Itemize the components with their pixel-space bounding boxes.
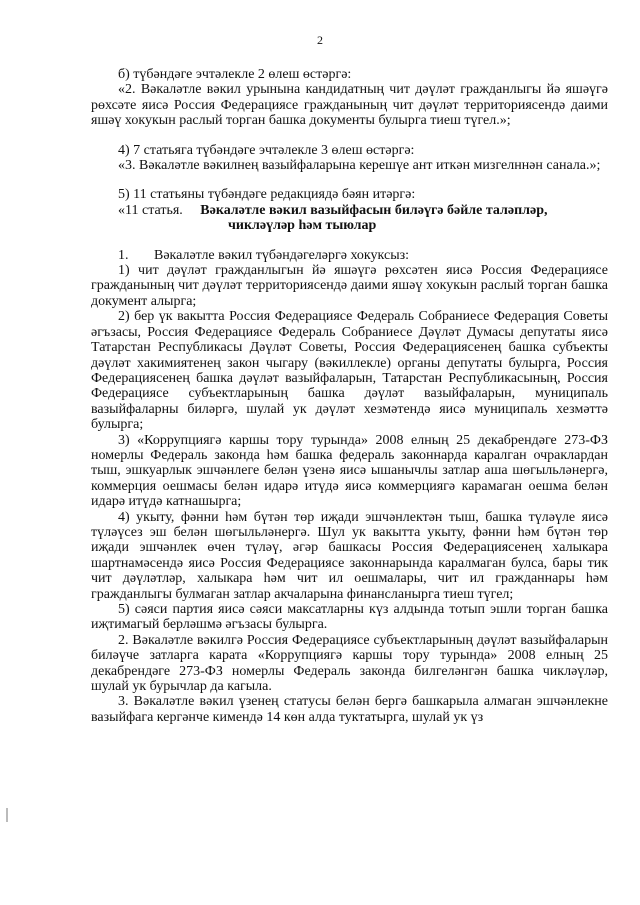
article-number: «11 статья.	[118, 202, 183, 218]
article-title-line1: Вәкаләтле вәкил вазыйфасын биләүгә бәйле таләпләр,	[200, 202, 548, 218]
scan-margin-mark	[6, 808, 8, 822]
paragraph-b2: «2. Вәкаләтле вәкил урынына кандидатның чит дәүләт гражданлыгы йә яшәүгә рөхсәте яисә Россия Федерациясе гражданының чит дәүләт территориясендә даими яшәү хокукын раслый торган башка документы булырга тиеш түгел.»;	[91, 82, 608, 129]
paragraph-p8: 3. Вәкаләтле вәкил үзенең статусы белән бергә башкарыла алмаган эшчәнлекне вазыйфага кергәнче кимендә 14 көн алда туктатырга, шулай ук үз	[91, 694, 608, 725]
article-heading	[91, 203, 608, 234]
paragraph-b3: 4) 7 статьяга түбәндәге эчтәлекле 3 өлеш өстәргә:	[118, 142, 415, 158]
page-number: 2	[317, 33, 323, 47]
paragraph-b4: «3. Вәкаләтле вәкилнең вазыйфаларына керешүе ант иткән мизгелннән санала.»;	[118, 158, 601, 174]
paragraph-p4: 3) «Коррупциягә каршы тору турында» 2008 елның 25 декабрендәге 273-ФЗ номерлы Федераль законда һәм башка федераль законнарда каралган очраклардан тыш, эшкуарлык эшчәнлеге белән үзенә яисә ышанычлы затлар аша шөгыльләнергә, коммерция оешмасы белән идарә итүдә яисә коммерциягә карамаган оешма белән идарә итүдә катнашырга;	[91, 432, 608, 510]
paragraph-p5: 4) укыту, фәнни һәм бүтән төр иҗади эшчәнлектән тыш, башка түләүле яисә түләүсез эш белән шөгыльләнергә. Шул ук вакытта укыту, фәнни һәм бүтән төр иҗади эшчәнлек өчен түләү, әгәр башкасы Россия Федерациясенең халыкара шартнамәсендә яисә Россия Федерациясе законнарында каралмаган булса, бары тик чит дәүләтләр, халыкара һәм чит ил оешмалары, чит ил гражданнары һәм гражданлыгы булмаган затлар акчаларына финансланырга тиеш түгел;	[91, 509, 608, 602]
paragraph-p6: 5) сәяси партия яисә сәяси максатларны күз алдында тотып эшли торган башка иҗтимагый берләшмә әгъзасы булырга.	[91, 602, 608, 633]
item-number: 1.	[118, 247, 129, 263]
item-text: Вәкаләтле вәкил түбәндәгеләргә хокуксыз:	[154, 247, 410, 263]
paragraph-p3: 2) бер үк вакытта Россия Федерациясе Федераль Собраниесе Федерация Советы әгъзасы, Россия Федерациясе Федераль Собраниесе Дәүләт Думасы депутаты яисә Татарстан Республикасы Дәүләт Советы, Россия Федерациясенең башка субъекты дәүләт хакимиятенең закон чыгару (вәкиллекле) органы депутаты булырга, Россия Федерациясенең башка дәүләт вазыйфаларын, Татарстан Республикасының, Россия Федерациясе субъектларының башка дәүләт вазыйфаларын, муниципаль вазыйфаларны биләргә, шулай ук дәүләт хезмәтендә яисә муниципаль хезмәттә булырга;	[91, 309, 608, 433]
paragraph-p1	[91, 248, 608, 263]
document-body	[91, 67, 608, 725]
paragraph-b1: б) түбәндәге эчтәлекле 2 өлеш өстәргә:	[118, 67, 352, 82]
paragraph-p7: 2. Вәкаләтле вәкилгә Россия Федерациясе субъектларының дәүләт вазыйфаларын биләүче затларга карата «Коррупциягә каршы тору турында» 2008 елның 25 декабрендәге 273-ФЗ номерлы Федераль законда билгеләнгән башка чикләүләр, шулай ук бурычлар да кагыла.	[91, 632, 608, 695]
paragraph-p2: 1) чит дәүләт гражданлыгын йә яшәүгә рөхсәтен яисә Россия Федерациясе гражданының чит дәүләт территориясендә даими яшәү хокукын раслый торган башка документ алырга;	[91, 263, 608, 309]
paragraph-b5: 5) 11 статьяны түбәндәге редакциядә бәян итәргә:	[118, 187, 416, 203]
article-title-line2: чикләүләр һәм тыюлар	[228, 218, 377, 234]
